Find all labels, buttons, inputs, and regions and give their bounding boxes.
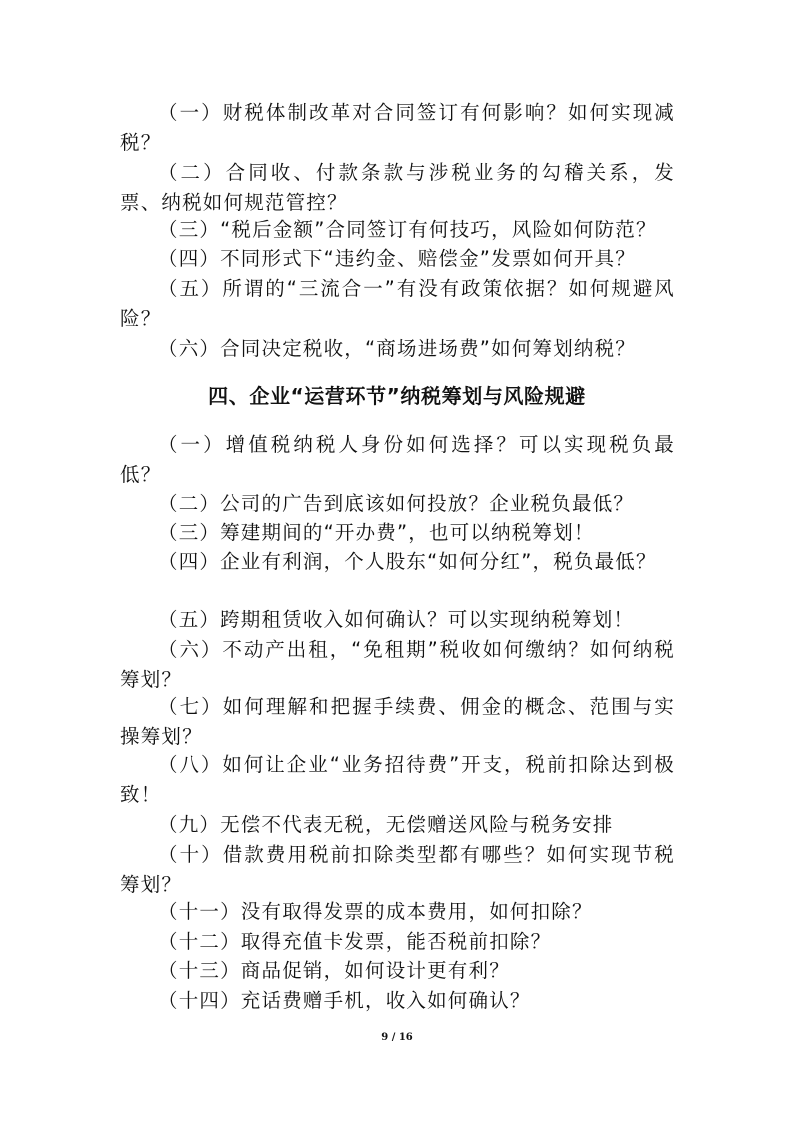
- section3-item-4: （四）不同形式下“违约金、赔偿金”发票如何开具？: [158, 247, 637, 270]
- section4-item-10: （十）借款费用税前扣除类型都有哪些？如何实现节税筹划？: [120, 843, 675, 896]
- section4-item-7: （七）如何理解和把握手续费、佣金的概念、范围与实操筹划？: [120, 695, 675, 748]
- section4-item-14: （十四）充话费赠手机，收入如何确认？: [158, 989, 531, 1012]
- section3-item-6: （六）合同决定税收，“商场进场费”如何筹划纳税？: [158, 337, 637, 360]
- section4-item-6: （六）不动产出租，“免租期”税收如何缴纳？如何纳税筹划？: [120, 638, 675, 691]
- section4-item-11: （十一）没有取得发票的成本费用，如何扣除？: [158, 900, 593, 923]
- section3-item-2: （二）合同收、付款条款与涉税业务的勾稽关系，发票、纳税如何规范管控？: [120, 161, 675, 214]
- section4-item-1: （一）增值税纳税人身份如何选择？可以实现税负最低？: [120, 433, 675, 486]
- section4-item-9: （九）无偿不代表无税，无偿赠送风险与税务安排: [158, 813, 614, 836]
- section4-heading: 四、企业“运营环节”纳税筹划与风险规避: [208, 384, 586, 408]
- section3-item-3: （三）“税后金额”合同签订有何技巧，风险如何防范？: [158, 218, 657, 241]
- section3-item-5: （五）所谓的“三流合一”有没有政策依据？如何规避风险？: [120, 277, 675, 330]
- section4-item-5: （五）跨期租赁收入如何确认？可以实现纳税筹划！: [158, 608, 635, 631]
- section4-item-12: （十二）取得充值卡发票，能否税前扣除？: [158, 930, 552, 953]
- section3-item-1: （一）财税体制改革对合同签订有何影响？如何实现减税？: [120, 101, 675, 154]
- section4-item-13: （十三）商品促销，如何设计更有利？: [158, 959, 510, 982]
- section4-item-3: （三）筹建期间的“开办费”，也可以纳税筹划！: [158, 521, 595, 544]
- section4-item-2: （二）公司的广告到底该如何投放？企业税负最低？: [158, 492, 635, 515]
- section4-item-8: （八）如何让企业“业务招待费”开支，税前扣除达到极致！: [120, 753, 675, 806]
- section4-item-4: （四）企业有利润，个人股东“如何分红”，税负最低？: [158, 550, 657, 573]
- page-number: 9 / 16: [381, 1032, 413, 1043]
